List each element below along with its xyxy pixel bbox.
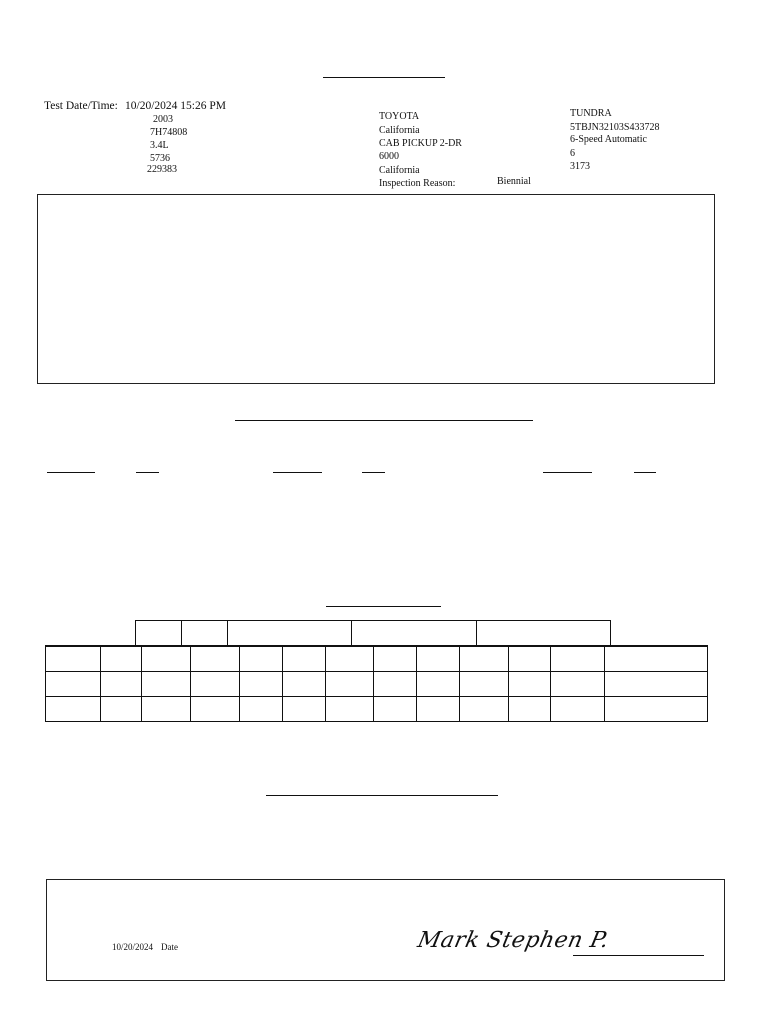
engine-size: 3.4L (150, 140, 169, 151)
blank-line-2 (136, 472, 159, 473)
section-underline (235, 420, 533, 421)
right-value-5: 3173 (570, 161, 590, 172)
table-row (46, 646, 708, 671)
body-type: CAB PICKUP 2-DR (379, 138, 462, 149)
inspection-reason-label: Inspection Reason: (379, 178, 456, 189)
table-row (46, 696, 708, 721)
table-title-underline (326, 606, 441, 607)
title-underline (323, 77, 445, 78)
certification-box (46, 879, 725, 981)
test-datetime-label: Test Date/Time: (44, 100, 118, 112)
left-value-4: 5736 (150, 153, 170, 164)
bottom-section-underline (266, 795, 498, 796)
certification-date-label: Date (161, 942, 178, 952)
inspection-reason-value: Biennial (497, 176, 531, 187)
license-plate: 7H74808 (150, 127, 188, 138)
make: TOYOTA (379, 111, 420, 122)
certification-date-value: 10/20/2024 (112, 942, 154, 952)
signature-line (573, 955, 704, 956)
technician-signature: Mark Stephen P. (415, 928, 612, 953)
blank-line-6 (634, 472, 656, 473)
model: TUNDRA (570, 108, 612, 119)
blank-line-5 (543, 472, 592, 473)
middle-value-5: California (379, 165, 420, 176)
transmission: 6-Speed Automatic (570, 134, 647, 145)
gvwr: 6000 (379, 151, 399, 162)
vin: 5TBJN32103S433728 (570, 122, 660, 133)
table-row (46, 671, 708, 696)
results-table-header (135, 620, 611, 646)
blank-line-3 (273, 472, 322, 473)
test-datetime-value: 10/20/2024 15:26 PM (125, 100, 226, 112)
blank-line-1 (47, 472, 95, 473)
model-year: 2003 (153, 114, 173, 125)
results-table (45, 645, 708, 722)
blank-line-4 (362, 472, 385, 473)
middle-value-2: California (379, 125, 420, 136)
cylinders: 6 (570, 148, 575, 159)
odometer: 229383 (147, 164, 177, 175)
notes-box (37, 194, 715, 384)
